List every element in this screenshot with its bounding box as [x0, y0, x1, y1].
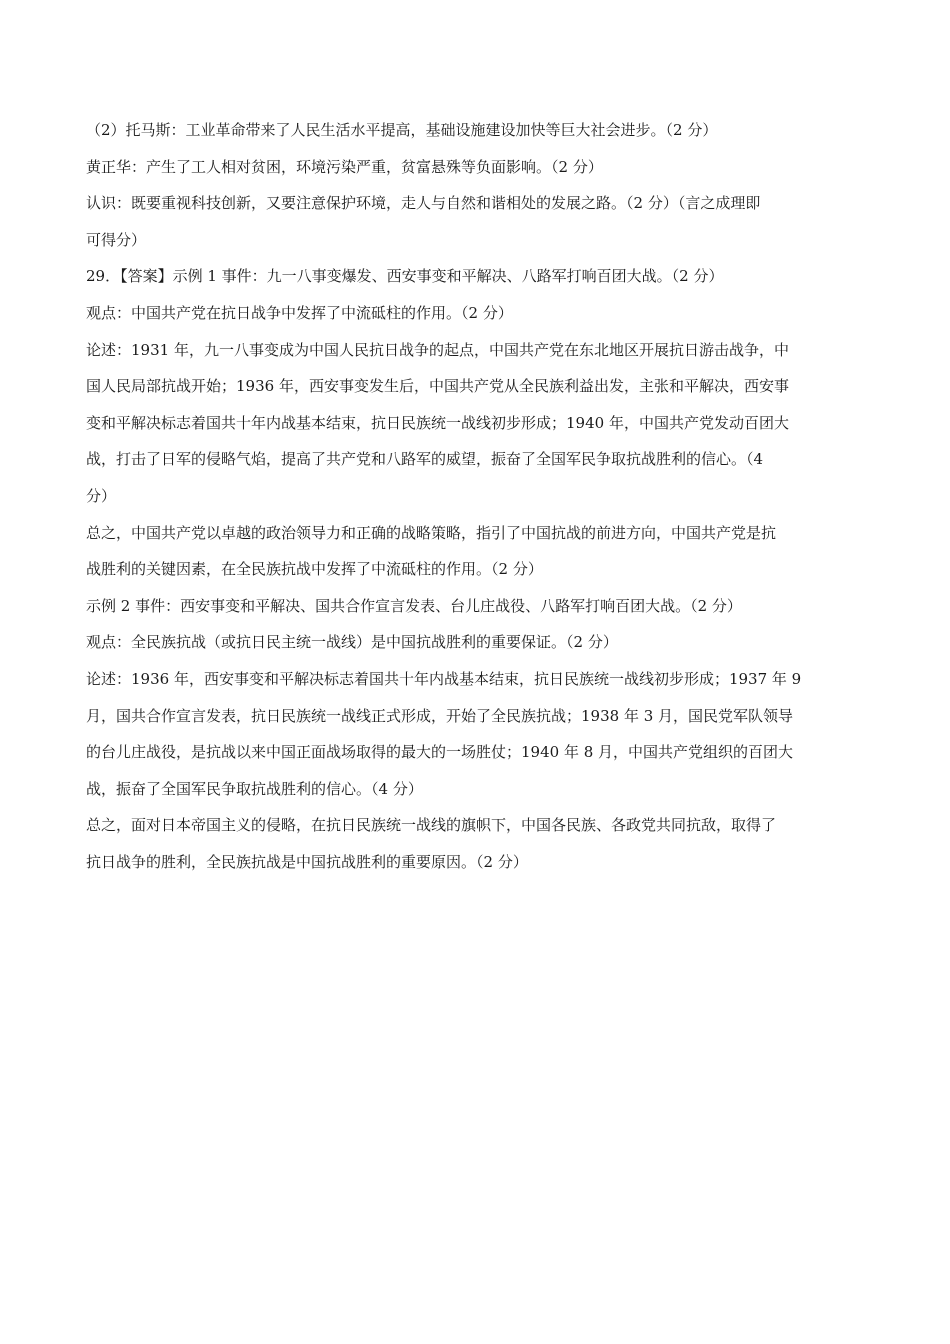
q29-ex2-viewpoint: [86, 624, 866, 661]
q29-ex1-argument: [86, 332, 866, 515]
text-line: 战，打击了日军的侵略气焰，提高了共产党和八路军的威望，振奋了全国军民争取抗战胜利的信心。（4: [86, 450, 764, 469]
q29-ex2-summary: [86, 807, 866, 880]
text-line: 国人民局部抗战开始；1936 年，西安事变发生后，中国共产党从全民族利益出发，主张和平解决，西安事: [86, 377, 789, 396]
text-line: 月，国共合作宣言发表，抗日民族统一战线正式形成，开始了全民族抗战；1938 年 3 月，国民党军队领导: [86, 706, 794, 725]
text-line: 观点：全民族抗战（或抗日民主统一战线）是中国抗战胜利的重要保证。（2 分）: [86, 633, 618, 652]
text-line: 总之，中国共产党以卓越的政治领导力和正确的战略策略，指引了中国抗战的前进方向，中国共产党是抗: [86, 523, 777, 542]
text-line: 论述：1936 年，西安事变和平解决标志着国共十年内战基本结束，抗日民族统一战线初步形成；1937 年 9: [86, 669, 802, 688]
text-line: 分）: [86, 486, 117, 505]
text-line: 抗日战争的胜利，全民族抗战是中国抗战胜利的重要原因。（2 分）: [86, 852, 528, 871]
q29-header-paragraph: [86, 258, 866, 295]
q29-ex1-viewpoint: [86, 295, 866, 332]
text-line: （2）托马斯：工业革命带来了人民生活水平提高，基础设施建设加快等巨大社会进步。（2 分）: [86, 121, 718, 139]
text-line: 战胜利的关键因素，在全民族抗战中发挥了中流砥柱的作用。（2 分）: [86, 560, 543, 579]
q28-view-paragraph: [86, 185, 866, 258]
text-line: 变和平解决标志着国共十年内战基本结束，抗日民族统一战线初步形成；1940 年，中国共产党发动百团大: [86, 413, 789, 432]
text-line: 的台儿庄战役，是抗战以来中国正面战场取得的最大的一场胜仗；1940 年 8 月，中国共产党组织的百团大: [86, 743, 794, 762]
text-line: 可得分）: [86, 230, 147, 249]
text-line: 论述：1931 年，九一八事变成为中国人民抗日战争的起点，中国共产党在东北地区开展抗日游击战争，中: [86, 340, 789, 359]
text-line: 示例 2 事件：西安事变和平解决、国共合作宣言发表、台儿庄战役、八路军打响百团大战。（2 分）: [86, 596, 742, 615]
text-line: 战，振奋了全国军民争取抗战胜利的信心。（4 分）: [86, 779, 423, 798]
text-line: 总之，面对日本帝国主义的侵略，在抗日民族统一战线的旗帜下，中国各民族、各政党共同抗敌，取得了: [86, 816, 777, 835]
answer-document: [86, 112, 866, 880]
q28-huang-paragraph: [86, 149, 866, 186]
q29-ex2-header: [86, 588, 866, 625]
q28-thomas-paragraph: [86, 112, 866, 149]
text-line: 观点：中国共产党在抗日战争中发挥了中流砥柱的作用。（2 分）: [86, 303, 513, 322]
text-line: 黄正华：产生了工人相对贫困，环境污染严重，贫富悬殊等负面影响。（2 分）: [86, 157, 603, 176]
text-line: 认识：既要重视科技创新，又要注意保护环境，走人与自然和谐相处的发展之路。（2 分）（言之成理即: [86, 194, 761, 213]
text-line: 29．【答案】示例 1 事件：九一八事变爆发、西安事变和平解决、八路军打响百团大战。（2 分）: [86, 267, 724, 286]
q29-ex2-argument: [86, 661, 866, 807]
q29-ex1-summary: [86, 515, 866, 588]
